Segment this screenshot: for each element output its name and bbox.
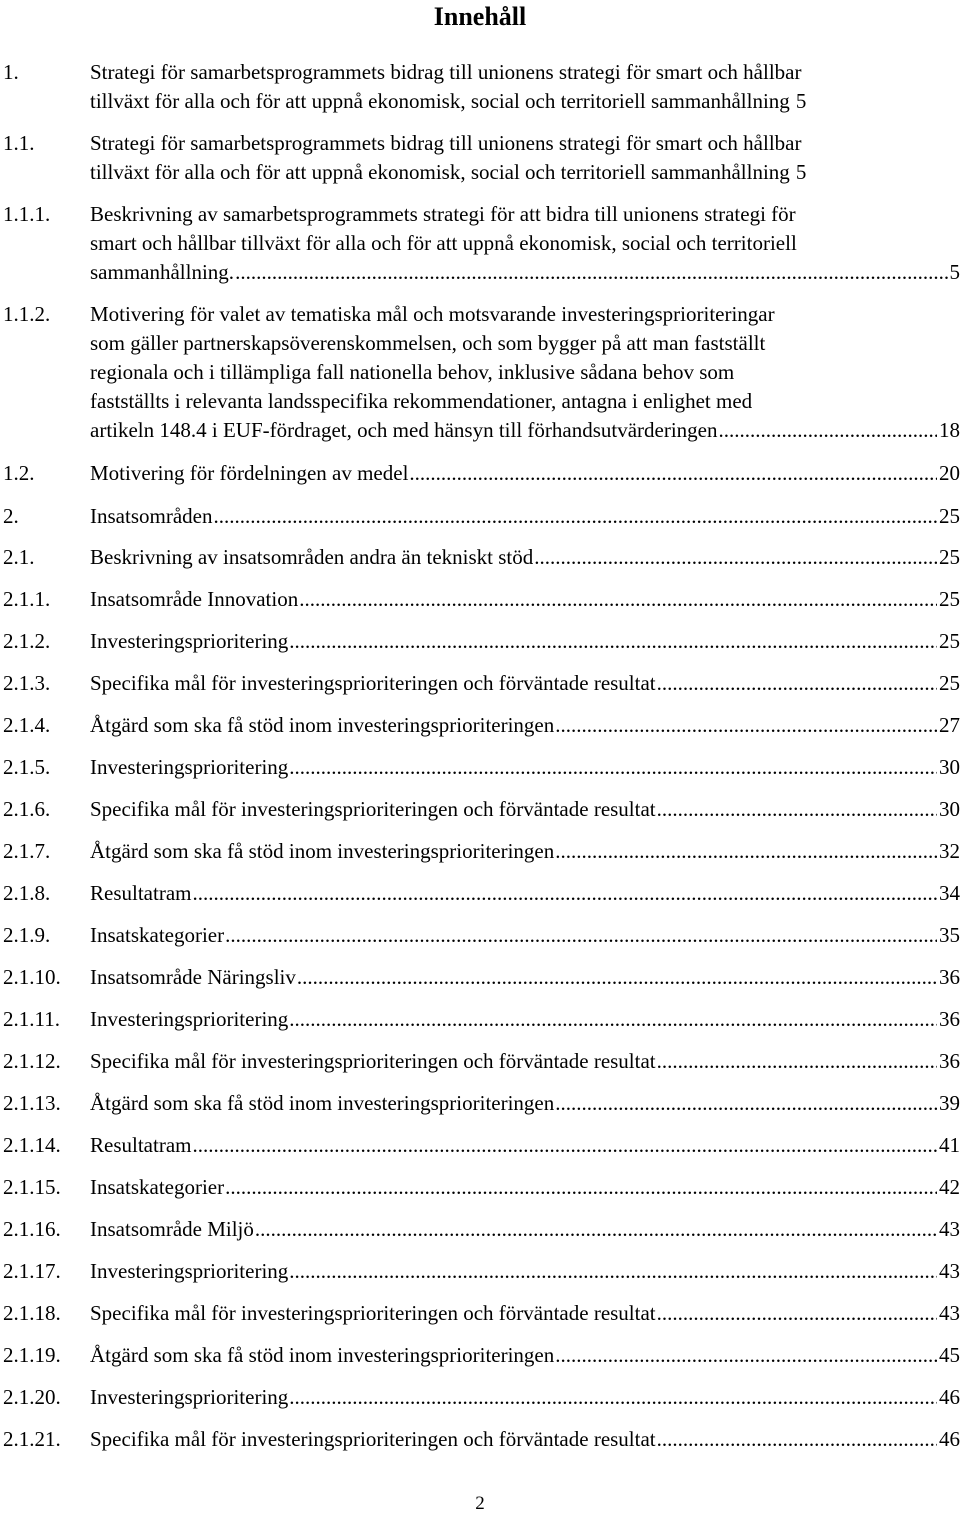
page-title: Innehåll <box>0 2 960 32</box>
toc-entry-last-line <box>90 87 960 116</box>
toc-entry-title: Specifika mål för investeringsprioriteringen och förväntade resultat <box>90 1425 656 1454</box>
toc-entry-text <box>90 1173 960 1202</box>
toc-entry-last-line <box>90 753 960 782</box>
toc-entry-last-line <box>90 837 960 866</box>
dot-leader <box>657 1425 937 1454</box>
toc-entry-text <box>90 1383 960 1412</box>
toc-entry-page: 45 <box>939 1341 960 1370</box>
toc-entry-text <box>90 1215 960 1244</box>
toc-entry-text <box>90 1299 960 1328</box>
toc-entry-page: 36 <box>939 1005 960 1034</box>
toc-entry-last-line <box>90 502 960 531</box>
toc-entry-page: 30 <box>939 795 960 824</box>
toc-entry-number: 2.1.17. <box>3 1257 61 1286</box>
toc-entry[interactable] <box>0 1383 960 1412</box>
toc-entry[interactable] <box>0 711 960 740</box>
toc-entry-page: 43 <box>939 1257 960 1286</box>
toc-entry-text <box>90 502 960 531</box>
toc-entry-page: 25 <box>939 669 960 698</box>
toc-entry-last-line <box>90 416 960 445</box>
toc-entry-number: 2.1.8. <box>3 879 50 908</box>
dot-leader <box>534 543 937 572</box>
toc-entry-title: Specifika mål för investeringsprioriteringen och förväntade resultat <box>90 795 656 824</box>
toc-entry[interactable] <box>0 753 960 782</box>
toc-entry-title: Investeringsprioritering <box>90 753 288 782</box>
toc-entry-title: Specifika mål för investeringsprioriteringen och förväntade resultat <box>90 669 656 698</box>
toc-entry-title: Investeringsprioritering <box>90 1257 288 1286</box>
toc-entry-title: Insatsområde Näringsliv <box>90 963 296 992</box>
toc-entry-number: 2.1.13. <box>3 1089 61 1118</box>
toc-entry-number: 2.1.19. <box>3 1341 61 1370</box>
toc-entry-page: 39 <box>939 1089 960 1118</box>
toc-entry-number: 1.1.1. <box>3 200 50 229</box>
toc-entry-page: 5 <box>796 158 807 187</box>
dot-leader <box>255 1215 937 1244</box>
toc-entry[interactable] <box>0 200 960 287</box>
toc-entry[interactable] <box>0 1215 960 1244</box>
toc-entry-text <box>90 753 960 782</box>
dot-leader <box>289 1005 937 1034</box>
toc-entry-title: artikeln 148.4 i EUF-fördraget, och med hänsyn till förhandsutvärderingen <box>90 416 718 445</box>
toc-entry[interactable] <box>0 1005 960 1034</box>
toc-entry-text <box>90 795 960 824</box>
toc-entry-line: Strategi för samarbetsprogrammets bidrag till unionens strategi för smart och hållbar <box>90 58 960 87</box>
toc-entry-page: 43 <box>939 1299 960 1328</box>
toc-entry-page: 46 <box>939 1425 960 1454</box>
toc-entry-number: 2. <box>3 502 19 531</box>
toc-entry-last-line <box>90 1257 960 1286</box>
dot-leader <box>225 921 937 950</box>
toc-entry[interactable] <box>0 837 960 866</box>
toc-entry-page: 20 <box>939 459 960 488</box>
dot-leader <box>409 459 937 488</box>
toc-entry-last-line <box>90 1131 960 1160</box>
toc-entry-number: 1.1.2. <box>3 300 50 329</box>
toc-entry-line: som gäller partnerskapsöverenskommelsen, och som bygger på att man fastställt <box>90 329 960 358</box>
toc-entry-page: 27 <box>939 711 960 740</box>
toc-entry-text <box>90 129 960 187</box>
toc-entry-line: Motivering för valet av tematiska mål och motsvarande investeringsprioriteringar <box>90 300 960 329</box>
toc-entry-title: sammanhållning. <box>90 258 234 287</box>
toc-entry-text <box>90 200 960 287</box>
toc-entry[interactable] <box>0 1425 960 1454</box>
toc-entry-last-line <box>90 1341 960 1370</box>
toc-entry-last-line <box>90 1173 960 1202</box>
toc-entry-page: 42 <box>939 1173 960 1202</box>
toc-entry[interactable] <box>0 879 960 908</box>
toc-entry-number: 2.1.15. <box>3 1173 61 1202</box>
toc-entry-text <box>90 58 960 116</box>
toc-entry-number: 2.1.14. <box>3 1131 61 1160</box>
toc-entry-number: 2.1.21. <box>3 1425 61 1454</box>
dot-leader <box>235 258 947 287</box>
toc-entry-line: fastställts i relevanta landsspecifika rekommendationer, antagna i enlighet med <box>90 387 960 416</box>
dot-leader <box>289 753 937 782</box>
toc-entry-number: 2.1.6. <box>3 795 50 824</box>
toc-entry-last-line <box>90 921 960 950</box>
toc-entry-page: 36 <box>939 963 960 992</box>
dot-leader <box>555 1089 937 1118</box>
toc-entry-line: regionala och i tillämpliga fall nationella behov, inklusive sådana behov som <box>90 358 960 387</box>
toc-entry-title: Specifika mål för investeringsprioriteringen och förväntade resultat <box>90 1047 656 1076</box>
toc-entry[interactable] <box>0 543 960 572</box>
toc-entry-text <box>90 585 960 614</box>
toc-entry[interactable] <box>0 1257 960 1286</box>
toc-entry-number: 2.1.11. <box>3 1005 60 1034</box>
toc-entry[interactable] <box>0 669 960 698</box>
toc-entry-title: Resultatram <box>90 879 191 908</box>
toc-entry[interactable] <box>0 1047 960 1076</box>
toc-entry-title: Åtgärd som ska få stöd inom investeringsprioriteringen <box>90 711 554 740</box>
toc-entry-title: tillväxt för alla och för att uppnå ekonomisk, social och territoriell sammanhållning <box>90 87 790 116</box>
dot-leader <box>657 795 937 824</box>
toc-entry-number: 2.1.3. <box>3 669 50 698</box>
toc-entry[interactable] <box>0 1299 960 1328</box>
toc-entry-page: 36 <box>939 1047 960 1076</box>
toc-entry-title: Resultatram <box>90 1131 191 1160</box>
toc-entry-last-line <box>90 963 960 992</box>
toc-entry-title: Åtgärd som ska få stöd inom investeringsprioriteringen <box>90 837 554 866</box>
toc-entry-page: 25 <box>939 627 960 656</box>
dot-leader <box>555 1341 937 1370</box>
toc-entry-text <box>90 543 960 572</box>
toc-entry-page: 5 <box>950 258 960 287</box>
toc-entry-text <box>90 963 960 992</box>
toc-entry-title: Åtgärd som ska få stöd inom investeringsprioriteringen <box>90 1089 554 1118</box>
toc-entry-text <box>90 1047 960 1076</box>
toc-entry-text <box>90 300 960 445</box>
toc-entry[interactable] <box>0 502 960 531</box>
toc-entry-page: 34 <box>939 879 960 908</box>
toc-entry-page: 5 <box>796 87 807 116</box>
toc-entry-last-line <box>90 543 960 572</box>
toc-entry-last-line <box>90 711 960 740</box>
page-number: 2 <box>0 1493 960 1515</box>
toc-entry-number: 1.1. <box>3 129 35 158</box>
dot-leader <box>289 1383 937 1412</box>
toc-entry-number: 2.1.7. <box>3 837 50 866</box>
toc-entry[interactable] <box>0 921 960 950</box>
toc-entry-page: 18 <box>939 416 960 445</box>
toc-entry-last-line <box>90 879 960 908</box>
toc-entry-last-line <box>90 258 960 287</box>
toc-entry-title: Investeringsprioritering <box>90 1005 288 1034</box>
toc-entry-text <box>90 669 960 698</box>
toc-entry-title: Motivering för fördelningen av medel <box>90 459 408 488</box>
toc-entry[interactable] <box>0 129 960 187</box>
toc-entry-last-line <box>90 1425 960 1454</box>
toc-entry-page: 25 <box>939 543 960 572</box>
dot-leader <box>657 1047 937 1076</box>
toc-entry-page: 35 <box>939 921 960 950</box>
toc-entry-page: 32 <box>939 837 960 866</box>
toc-entry-title: Insatskategorier <box>90 921 224 950</box>
toc-entry-page: 30 <box>939 753 960 782</box>
toc-entry-page: 43 <box>939 1215 960 1244</box>
toc-entry-text <box>90 921 960 950</box>
toc-entry-last-line <box>90 158 960 187</box>
toc-entry[interactable] <box>0 1131 960 1160</box>
toc-entry-number: 2.1.16. <box>3 1215 61 1244</box>
toc-entry-line: Strategi för samarbetsprogrammets bidrag till unionens strategi för smart och hållbar <box>90 129 960 158</box>
toc-entry-text <box>90 879 960 908</box>
toc-entry-text <box>90 1257 960 1286</box>
toc-entry-title: Investeringsprioritering <box>90 627 288 656</box>
dot-leader <box>192 879 937 908</box>
dot-leader <box>555 711 937 740</box>
toc-entry-page: 25 <box>939 502 960 531</box>
dot-leader <box>297 963 937 992</box>
toc-entry-last-line <box>90 1215 960 1244</box>
toc-entry-number: 1.2. <box>3 459 35 488</box>
dot-leader <box>289 1257 937 1286</box>
toc-entry-text <box>90 459 960 488</box>
toc-entry-number: 2.1.2. <box>3 627 50 656</box>
dot-leader <box>719 416 938 445</box>
toc-entry-title: tillväxt för alla och för att uppnå ekonomisk, social och territoriell sammanhållning <box>90 158 790 187</box>
dot-leader <box>225 1173 937 1202</box>
toc-entry[interactable] <box>0 963 960 992</box>
toc-entry-number: 2.1.20. <box>3 1383 61 1412</box>
toc-entry-text <box>90 627 960 656</box>
dot-leader <box>192 1131 937 1160</box>
toc-entry-last-line <box>90 627 960 656</box>
toc-entry-last-line <box>90 1089 960 1118</box>
dot-leader <box>299 585 937 614</box>
toc-entry-number: 1. <box>3 58 19 87</box>
toc-entry-text <box>90 1089 960 1118</box>
toc-entry-title: Investeringsprioritering <box>90 1383 288 1412</box>
toc-entry-last-line <box>90 585 960 614</box>
dot-leader <box>213 502 937 531</box>
toc-entry-text <box>90 837 960 866</box>
toc-entry-last-line <box>90 1383 960 1412</box>
toc-entry[interactable] <box>0 1341 960 1370</box>
toc-entry[interactable] <box>0 585 960 614</box>
toc-entry-title: Insatsområde Innovation <box>90 585 298 614</box>
toc-entry-line: smart och hållbar tillväxt för alla och för att uppnå ekonomisk, social och territoriell <box>90 229 960 258</box>
dot-leader <box>555 837 937 866</box>
toc-entry[interactable] <box>0 1173 960 1202</box>
dot-leader <box>657 1299 937 1328</box>
toc-entry-number: 2.1.10. <box>3 963 61 992</box>
toc-entry-number: 2.1.4. <box>3 711 50 740</box>
toc-entry-page: 41 <box>939 1131 960 1160</box>
toc-entry[interactable] <box>0 300 960 445</box>
toc-entry-number: 2.1.18. <box>3 1299 61 1328</box>
toc-entry-text <box>90 1131 960 1160</box>
toc-entry-text <box>90 1425 960 1454</box>
dot-leader <box>289 627 937 656</box>
toc-entry-number: 2.1.1. <box>3 585 50 614</box>
toc-entry-title: Specifika mål för investeringsprioriteringen och förväntade resultat <box>90 1299 656 1328</box>
toc-entry-text <box>90 1005 960 1034</box>
toc-entry-page: 25 <box>939 585 960 614</box>
toc-entry-last-line <box>90 795 960 824</box>
toc-entry-number: 2.1.12. <box>3 1047 61 1076</box>
toc-entry-text <box>90 711 960 740</box>
toc-entry-number: 2.1. <box>3 543 35 572</box>
toc-entry-line: Beskrivning av samarbetsprogrammets strategi för att bidra till unionens strategi för <box>90 200 960 229</box>
toc-entry-page: 46 <box>939 1383 960 1412</box>
toc-entry[interactable] <box>0 1089 960 1118</box>
toc-entry-last-line <box>90 1047 960 1076</box>
dot-leader <box>657 669 937 698</box>
toc-entry-title: Beskrivning av insatsområden andra än tekniskt stöd <box>90 543 533 572</box>
toc-entry-last-line <box>90 1005 960 1034</box>
toc-entry[interactable] <box>0 795 960 824</box>
toc-entry-title: Insatskategorier <box>90 1173 224 1202</box>
toc-entry-title: Åtgärd som ska få stöd inom investeringsprioriteringen <box>90 1341 554 1370</box>
toc-entry-last-line <box>90 1299 960 1328</box>
toc-entry[interactable] <box>0 58 960 116</box>
toc-entry-text <box>90 1341 960 1370</box>
toc-entry-number: 2.1.5. <box>3 753 50 782</box>
toc-entry-last-line <box>90 669 960 698</box>
toc-entry[interactable] <box>0 459 960 488</box>
toc-entry-number: 2.1.9. <box>3 921 50 950</box>
toc-entry-title: Insatsområde Miljö <box>90 1215 254 1244</box>
toc-entry-last-line <box>90 459 960 488</box>
toc-entry-title: Insatsområden <box>90 502 212 531</box>
toc-entry[interactable] <box>0 627 960 656</box>
